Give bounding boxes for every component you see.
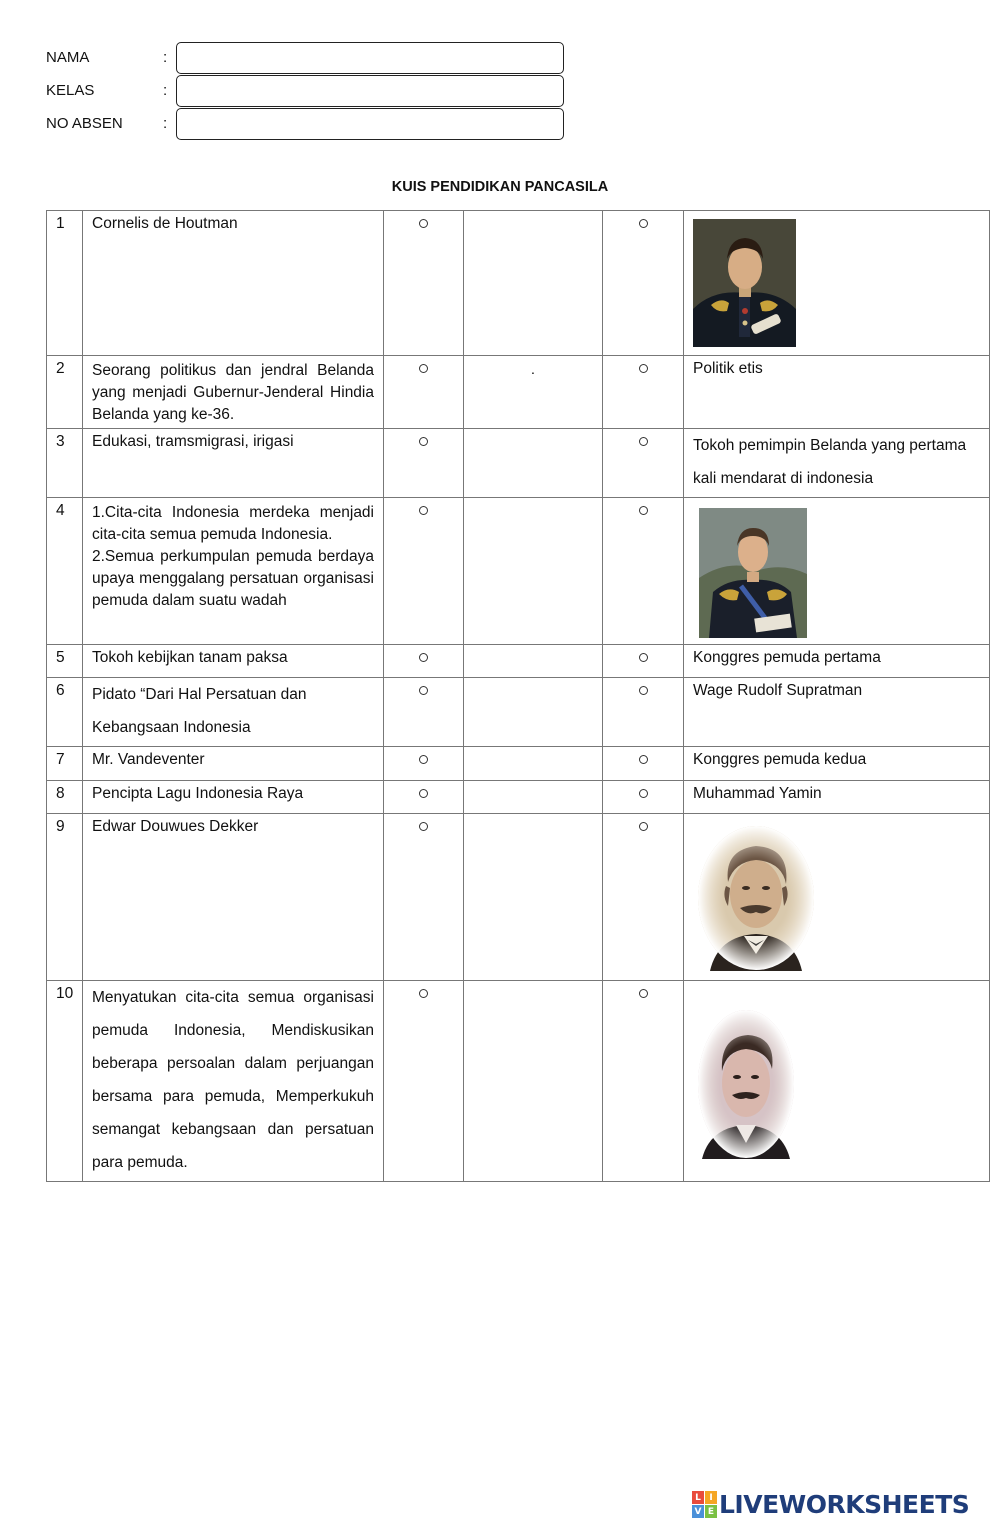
- left-match-dot[interactable]: [419, 219, 428, 228]
- table-row: [47, 678, 990, 747]
- option-cell: [684, 211, 990, 356]
- portrait-bearded-man-image: [696, 826, 816, 971]
- row-number: 9: [47, 814, 83, 981]
- logo-mark-letter: I: [705, 1491, 717, 1504]
- question-text: Edwar Douwues Dekker: [83, 814, 384, 981]
- answer-input[interactable]: [473, 818, 593, 836]
- row-number: 1: [47, 211, 83, 356]
- left-match-dot[interactable]: [419, 822, 428, 831]
- right-match-dot[interactable]: [639, 219, 648, 228]
- question-text: Cornelis de Houtman: [83, 211, 384, 356]
- left-match-dot[interactable]: [419, 755, 428, 764]
- answer-input[interactable]: [473, 502, 593, 520]
- logo-mark-icon: [692, 1491, 716, 1517]
- option-cell: [684, 814, 990, 981]
- question-text: Pencipta Lagu Indonesia Raya: [83, 781, 384, 814]
- question-item-2: 2.Semua perkumpulan pemuda berdaya upaya menggalang persatuan organisasi pemuda dalam suatu wadah: [92, 548, 374, 609]
- portrait-seated-general-image: [699, 508, 807, 638]
- quiz-table: [46, 210, 990, 1182]
- kelas-colon: :: [163, 82, 168, 99]
- table-row: [47, 211, 990, 356]
- right-match-dot[interactable]: [639, 653, 648, 662]
- row-number: 2: [47, 356, 83, 429]
- table-row: [47, 781, 990, 814]
- list-item: [92, 502, 374, 546]
- page-title: KUIS PENDIDIKAN PANCASILA: [391, 179, 609, 195]
- right-match-dot[interactable]: [639, 989, 648, 998]
- option-text: Konggres pemuda pertama: [684, 645, 990, 678]
- right-match-dot[interactable]: [639, 686, 648, 695]
- option-text: Wage Rudolf Supratman: [684, 678, 990, 747]
- answer-input[interactable]: [473, 215, 593, 233]
- right-match-dot[interactable]: [639, 755, 648, 764]
- answer-input[interactable]: [473, 649, 593, 667]
- left-match-dot[interactable]: [419, 653, 428, 662]
- option-cell: [684, 981, 990, 1182]
- question-text: Edukasi, tramsmigrasi, irigasi: [83, 429, 384, 498]
- option-text: Politik etis: [684, 356, 990, 429]
- logo-mark-letter: V: [692, 1505, 704, 1518]
- question-item-1: 1.Cita-cita Indonesia merdeka menjadi cita-cita semua pemuda Indonesia.: [92, 504, 374, 543]
- logo-mark-letter: E: [705, 1505, 717, 1518]
- row-number: 3: [47, 429, 83, 498]
- right-match-dot[interactable]: [639, 364, 648, 373]
- question-text: Menyatukan cita-cita semua organisasi pemuda Indonesia, Mendiskusikan beberapa persoalan dalam perjuangan bersama para pemuda, Memperkukuh semangat kebangsaan dan persatuan para pemuda.: [83, 981, 384, 1182]
- kelas-input[interactable]: [176, 75, 564, 107]
- list-item: [92, 546, 374, 612]
- absen-label: NO ABSEN: [46, 115, 123, 132]
- liveworksheets-logo: [692, 1489, 969, 1519]
- right-match-dot[interactable]: [639, 789, 648, 798]
- left-match-dot[interactable]: [419, 789, 428, 798]
- absen-input[interactable]: [176, 108, 564, 140]
- row-number: 8: [47, 781, 83, 814]
- option-text: Konggres pemuda kedua: [684, 747, 990, 781]
- left-match-dot[interactable]: [419, 989, 428, 998]
- option-cell: [684, 498, 990, 645]
- table-row: [47, 645, 990, 678]
- answer-input[interactable]: [473, 985, 593, 1003]
- nama-colon: :: [163, 49, 168, 66]
- row-number: 5: [47, 645, 83, 678]
- kelas-label: KELAS: [46, 82, 95, 99]
- answer-input[interactable]: [473, 433, 593, 451]
- option-text: Muhammad Yamin: [684, 781, 990, 814]
- question-text: Seorang politikus dan jendral Belanda yang menjadi Gubernur-Jenderal Hindia Belanda yang ke-36.: [83, 356, 384, 429]
- left-match-dot[interactable]: [419, 364, 428, 373]
- nama-input[interactable]: [176, 42, 564, 74]
- table-row: [47, 429, 990, 498]
- table-row: [47, 981, 990, 1182]
- question-text: Tokoh kebijkan tanam paksa: [83, 645, 384, 678]
- row-number: 4: [47, 498, 83, 645]
- question-text: Pidato “Dari Hal Persatuan dan Kebangsaan Indonesia: [83, 678, 384, 747]
- absen-colon: :: [163, 115, 168, 132]
- table-row: [47, 356, 990, 429]
- left-match-dot[interactable]: [419, 686, 428, 695]
- question-list: [83, 498, 384, 645]
- right-match-dot[interactable]: [639, 506, 648, 515]
- row-number: 10: [47, 981, 83, 1182]
- row-number: 7: [47, 747, 83, 781]
- option-text: Tokoh pemimpin Belanda yang pertama kali mendarat di indonesia: [684, 429, 990, 498]
- logo-text: LIVEWORKSHEETS: [719, 1489, 970, 1519]
- portrait-mustached-man-image: [696, 1009, 796, 1159]
- portrait-general-image: [693, 219, 796, 347]
- table-row: [47, 747, 990, 781]
- answer-input[interactable]: [473, 360, 593, 378]
- right-match-dot[interactable]: [639, 437, 648, 446]
- answer-input[interactable]: [473, 751, 593, 769]
- row-number: 6: [47, 678, 83, 747]
- table-row: [47, 498, 990, 645]
- right-match-dot[interactable]: [639, 822, 648, 831]
- left-match-dot[interactable]: [419, 506, 428, 515]
- answer-input[interactable]: [473, 682, 593, 700]
- logo-mark-letter: L: [692, 1491, 704, 1504]
- answer-input[interactable]: [473, 785, 593, 803]
- question-text: Mr. Vandeventer: [83, 747, 384, 781]
- table-row: [47, 814, 990, 981]
- nama-label: NAMA: [46, 49, 90, 66]
- left-match-dot[interactable]: [419, 437, 428, 446]
